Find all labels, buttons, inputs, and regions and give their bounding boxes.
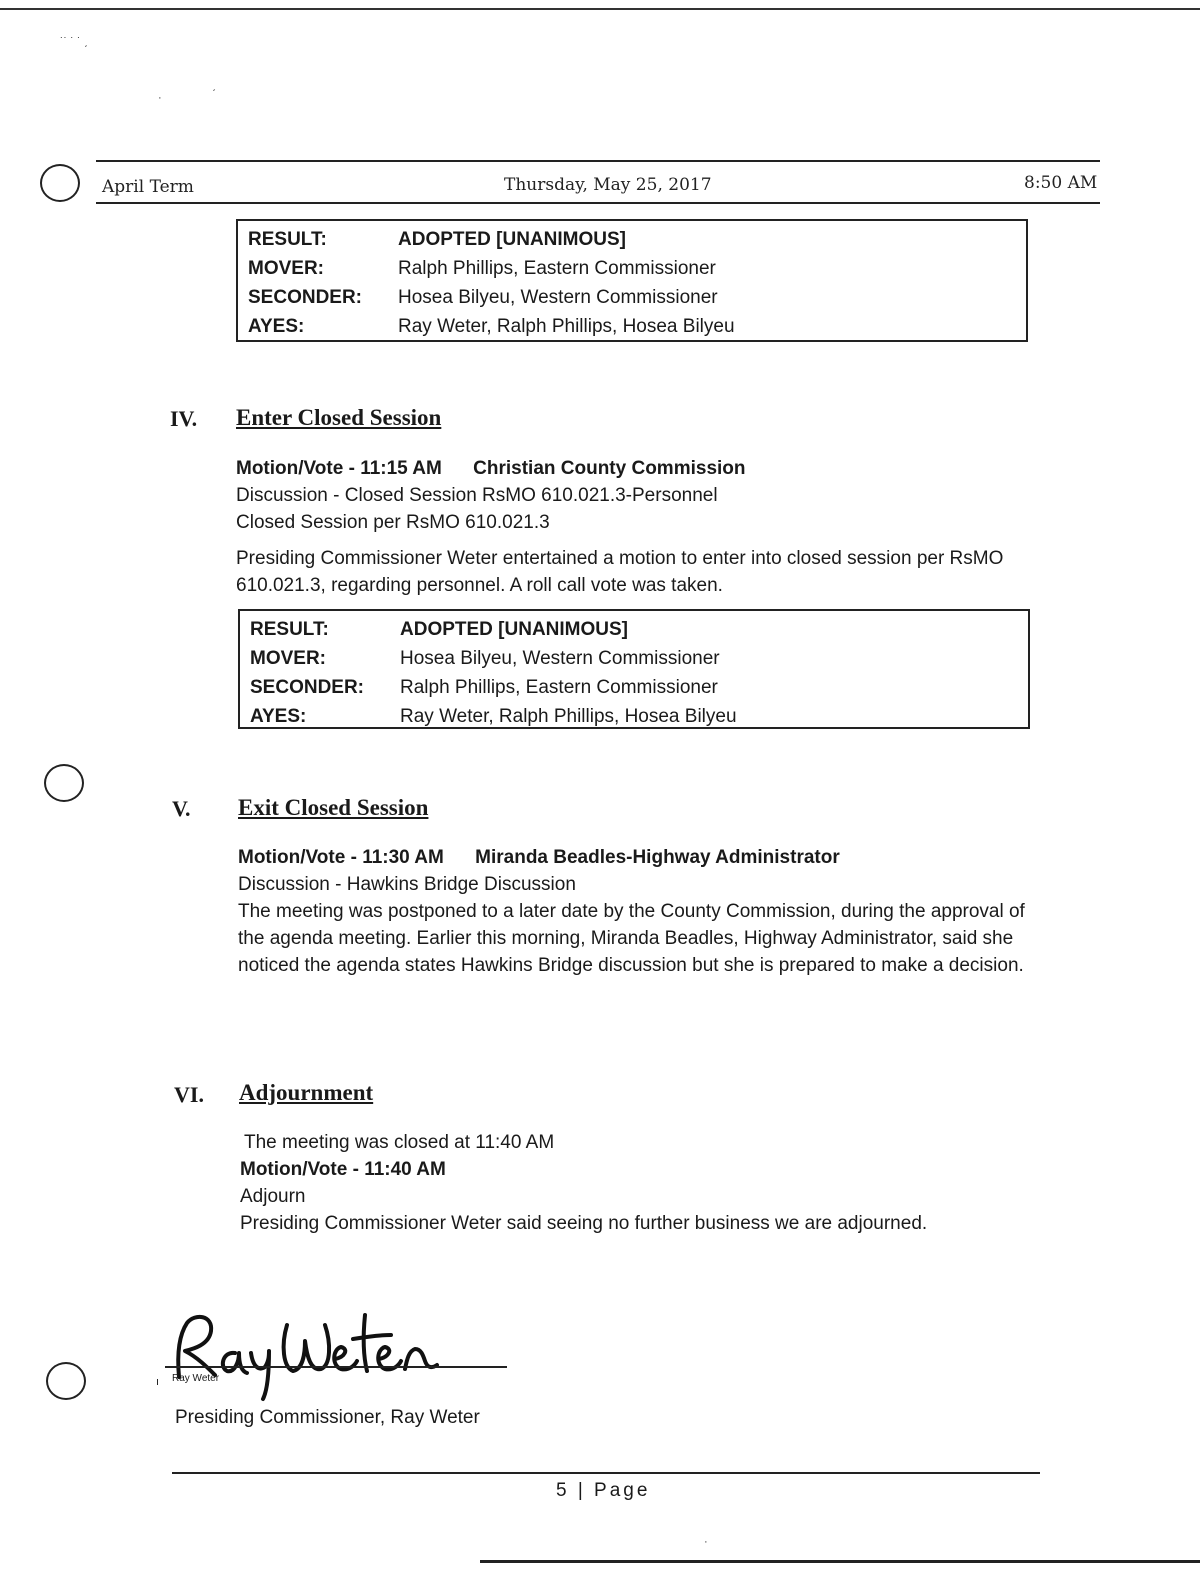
header-bottom-rule <box>96 202 1100 204</box>
vote-label: SECONDER: <box>250 677 365 698</box>
header-time: 8:50 AM <box>1024 173 1098 193</box>
vote-row-seconder <box>248 283 1016 312</box>
vote-value: Ray Weter, Ralph Phillips, Hosea Bilyeu <box>400 706 737 727</box>
motion-party: Miranda Beadles-Highway Administrator <box>475 847 840 868</box>
section-number: V. <box>172 796 191 821</box>
vote-value: ADOPTED [UNANIMOUS] <box>398 229 626 250</box>
vote-value: Hosea Bilyeu, Western Commissioner <box>398 287 718 308</box>
motion-party: Christian County Commission <box>473 458 746 479</box>
closed-time-line: The meeting was closed at 11:40 AM <box>244 1132 555 1153</box>
discussion-line: Discussion - Closed Session RsMO 610.021.3-Personnel <box>236 485 718 506</box>
section-iv-body <box>236 455 1036 599</box>
vote-value: Hosea Bilyeu, Western Commissioner <box>400 648 720 669</box>
action-line: Adjourn <box>240 1186 306 1207</box>
motion-time: 11:15 AM <box>360 458 442 479</box>
vote-row-result <box>250 615 1018 644</box>
vote-label: RESULT: <box>248 229 327 250</box>
vote-row-mover <box>250 644 1018 673</box>
section-title: Enter Closed Session <box>236 405 442 430</box>
vote-label: AYES: <box>250 706 307 727</box>
header-top-rule <box>96 160 1100 162</box>
vote-value: Ralph Phillips, Eastern Commissioner <box>400 677 718 698</box>
motion-line <box>238 844 1038 871</box>
vote-label: SECONDER: <box>248 287 363 308</box>
motion-line <box>240 1156 1040 1183</box>
section-v-body <box>238 844 1038 979</box>
vote-value: Ralph Phillips, Eastern Commissioner <box>398 258 716 279</box>
top-edge-rule <box>0 8 1200 10</box>
bottom-edge-rule <box>480 1560 1200 1563</box>
punch-hole-icon <box>44 764 84 802</box>
motion-label: Motion/Vote - <box>238 847 357 868</box>
vote-label: AYES: <box>248 316 305 337</box>
signature-caption: Presiding Commissioner, Ray Weter <box>175 1407 480 1428</box>
vote-label: RESULT: <box>250 619 329 640</box>
footer-rule <box>172 1472 1040 1474</box>
signature-line <box>165 1366 507 1368</box>
motion-time: 11:30 AM <box>362 847 444 868</box>
scan-speck: · <box>158 92 162 104</box>
vote-result-box <box>238 609 1030 729</box>
signature-printed-name: Ray Weter <box>172 1373 220 1384</box>
scan-speck: ˏ <box>212 80 216 92</box>
vote-row-seconder <box>250 673 1018 702</box>
handwritten-signature <box>165 1295 455 1405</box>
motion-label: Motion/Vote - <box>236 458 355 479</box>
punch-hole-icon <box>40 164 80 202</box>
vote-row-ayes <box>250 702 1018 731</box>
scan-speck: ı <box>156 1376 160 1388</box>
motion-time: 11:40 AM <box>364 1159 446 1180</box>
page-number: 5 | Page <box>556 1480 651 1501</box>
vote-value: Ray Weter, Ralph Phillips, Hosea Bilyeu <box>398 316 735 337</box>
section-number: IV. <box>170 406 198 431</box>
vote-row-mover <box>248 254 1016 283</box>
motion-line <box>236 455 1036 482</box>
vote-label: MOVER: <box>250 648 326 669</box>
header-term: April Term <box>102 177 194 197</box>
section-title: Adjournment <box>239 1080 374 1105</box>
section-paragraph: Presiding Commissioner Weter entertained a motion to enter into closed session per RsMO 610.021.3, regarding personnel. A roll call vote was taken. <box>236 548 1004 596</box>
punch-hole-icon <box>46 1362 86 1400</box>
section-title: Exit Closed Session <box>238 795 429 820</box>
closed-session-line: Closed Session per RsMO 610.021.3 <box>236 512 550 533</box>
scan-speck: ˙˙ ˙ ˙ ˏ <box>60 36 88 48</box>
vote-value: ADOPTED [UNANIMOUS] <box>400 619 628 640</box>
section-paragraph: The meeting was postponed to a later date by the County Commission, during the approval of the agenda meeting. Earlier this morning, Miranda Beadles, Highway Administrator, said she noticed the agenda states Hawkins Bridge discussion but she is prepared to make a decision. <box>238 901 1025 976</box>
vote-row-result <box>248 225 1016 254</box>
section-vi-body <box>240 1129 1040 1237</box>
discussion-line: Discussion - Hawkins Bridge Discussion <box>238 874 576 895</box>
section-number: VI. <box>174 1082 204 1107</box>
motion-label: Motion/Vote - <box>240 1159 359 1180</box>
vote-result-box <box>236 219 1028 342</box>
header-date: Thursday, May 25, 2017 <box>504 175 712 195</box>
scan-speck: · <box>704 1536 708 1548</box>
vote-label: MOVER: <box>248 258 324 279</box>
vote-row-ayes <box>248 312 1016 341</box>
section-paragraph: Presiding Commissioner Weter said seeing no further business we are adjourned. <box>240 1213 928 1234</box>
